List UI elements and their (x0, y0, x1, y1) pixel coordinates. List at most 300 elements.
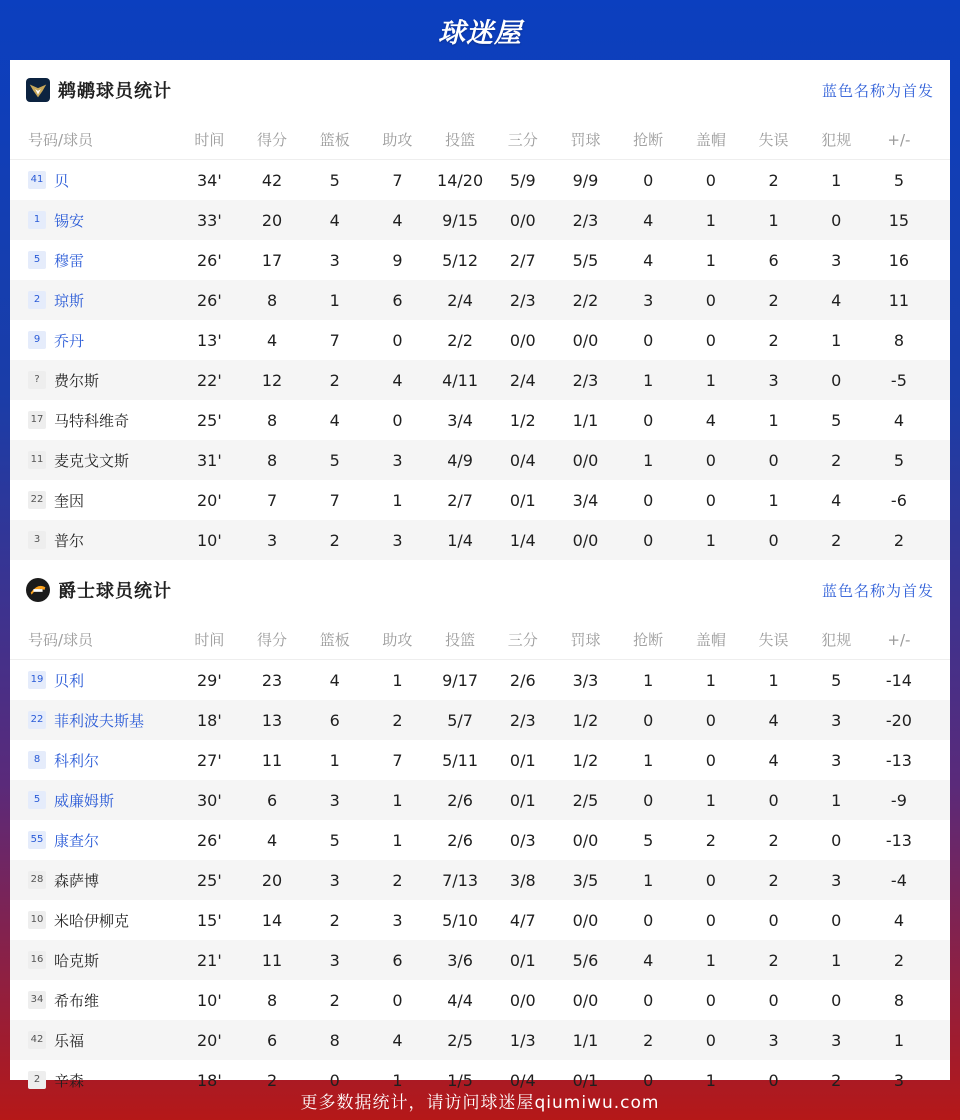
stat-pf: 0 (831, 830, 842, 850)
player-name[interactable]: 锡安 (54, 211, 85, 230)
player-name[interactable]: 科利尔 (54, 751, 100, 770)
stat-ast: 1 (392, 490, 403, 510)
player-name[interactable]: 菲利波夫斯基 (54, 711, 145, 730)
player-name[interactable]: 乔丹 (54, 331, 85, 350)
stat-min: 15' (196, 910, 222, 930)
stat-min: 25' (196, 870, 222, 890)
player-name[interactable]: 穆雷 (54, 251, 85, 270)
table-row (10, 360, 950, 400)
stat-pm: -9 (890, 790, 907, 810)
stat-tov: 6 (768, 250, 779, 270)
stat-ast: 0 (392, 990, 403, 1010)
stat-tov: 3 (768, 1030, 779, 1050)
stat-tov: 0 (768, 910, 779, 930)
col-min: 时间 (194, 631, 225, 649)
col-reb: 篮板 (319, 631, 350, 649)
player-cell (10, 910, 178, 931)
stat-reb: 3 (329, 790, 340, 810)
stat-reb: 3 (329, 870, 340, 890)
stat-tp: 0/1 (509, 790, 536, 810)
player-cell (10, 290, 178, 311)
stat-blk: 0 (705, 330, 716, 350)
stat-tov: 2 (768, 830, 779, 850)
stat-reb: 7 (329, 330, 340, 350)
player-rows (10, 160, 950, 560)
stat-blk: 0 (705, 910, 716, 930)
jersey-number: 5 (28, 251, 46, 269)
player-name[interactable]: 奎因 (54, 491, 85, 510)
jersey-number: 3 (28, 531, 46, 549)
stat-ft: 3/5 (572, 870, 599, 890)
stat-pm: -14 (885, 670, 912, 690)
table-row (10, 280, 950, 320)
stat-tp: 0/4 (509, 450, 536, 470)
stat-pm: 15 (888, 210, 910, 230)
stat-pf: 1 (831, 790, 842, 810)
stat-reb: 4 (329, 410, 340, 430)
stat-fg: 7/13 (442, 870, 479, 890)
stat-pm: -13 (885, 750, 912, 770)
jersey-number: 8 (28, 751, 46, 769)
stat-pts: 4 (266, 830, 278, 850)
table-row (10, 400, 950, 440)
stat-fg: 3/6 (447, 950, 473, 970)
stat-tp: 0/1 (509, 490, 536, 510)
stat-ast: 1 (392, 670, 403, 690)
stat-stl: 1 (643, 670, 654, 690)
jersey-number: 42 (28, 1031, 46, 1049)
player-cell (10, 950, 178, 971)
stat-pm: 11 (888, 290, 910, 310)
stat-stl: 0 (643, 910, 654, 930)
stat-tp: 0/0 (509, 330, 536, 350)
team-section-pelicans (10, 60, 950, 560)
stat-pf: 2 (831, 450, 842, 470)
table-row (10, 660, 950, 700)
stat-pm: 5 (893, 450, 904, 470)
col-blk: 盖帽 (695, 131, 726, 149)
stat-reb: 2 (329, 910, 340, 930)
stat-pts: 6 (266, 790, 278, 810)
stat-pf: 0 (831, 990, 842, 1010)
section-header (10, 60, 950, 120)
stat-pts: 13 (261, 710, 283, 730)
jersey-number: 2 (28, 1071, 46, 1089)
stat-reb: 1 (329, 750, 340, 770)
stat-fg: 4/4 (447, 990, 473, 1010)
player-cell (10, 1030, 178, 1051)
stat-ft: 5/5 (572, 250, 599, 270)
stat-tov: 0 (768, 990, 779, 1010)
stat-tov: 1 (768, 210, 779, 230)
stat-ft: 9/9 (572, 170, 599, 190)
player-cell (10, 830, 178, 851)
stat-stl: 4 (643, 210, 654, 230)
stat-tp: 2/4 (509, 370, 536, 390)
jersey-number: 41 (28, 171, 46, 189)
player-cell (10, 370, 178, 391)
table-row (10, 940, 950, 980)
stat-pf: 2 (831, 530, 842, 550)
stat-pts: 23 (261, 670, 283, 690)
stat-stl: 1 (643, 450, 654, 470)
col-min: 时间 (194, 131, 225, 149)
table-row (10, 160, 950, 200)
col-tov: 失误 (758, 631, 789, 649)
player-name[interactable]: 普尔 (54, 531, 85, 550)
stat-ast: 4 (392, 370, 403, 390)
stat-fg: 1/5 (447, 1070, 473, 1090)
col-pts: 得分 (257, 131, 288, 149)
stat-pf: 3 (831, 1030, 842, 1050)
stat-tov: 2 (768, 170, 779, 190)
stat-ft: 2/2 (572, 290, 599, 310)
stat-fg: 2/6 (447, 790, 473, 810)
stat-fg: 9/15 (442, 210, 479, 230)
player-cell (10, 410, 178, 431)
jersey-number: ? (28, 371, 46, 389)
stat-tp: 0/4 (509, 1070, 536, 1090)
col-ast: 助攻 (382, 631, 413, 649)
table-row (10, 980, 950, 1020)
stat-pm: 2 (893, 950, 904, 970)
stat-ast: 2 (392, 710, 403, 730)
stat-blk: 0 (705, 1030, 716, 1050)
stat-min: 18' (196, 710, 222, 730)
stat-ast: 4 (392, 210, 403, 230)
stat-pts: 8 (266, 290, 278, 310)
stat-reb: 2 (329, 530, 340, 550)
table-row (10, 440, 950, 480)
stat-pm: -5 (890, 370, 907, 390)
stat-tp: 2/3 (509, 710, 536, 730)
player-name[interactable]: 贝利 (54, 671, 85, 690)
player-name[interactable]: 乐福 (54, 1031, 85, 1050)
stat-fg: 2/2 (447, 330, 473, 350)
stat-fg: 3/4 (447, 410, 473, 430)
stat-pf: 5 (831, 410, 842, 430)
stat-blk: 2 (705, 830, 716, 850)
stat-blk: 0 (705, 870, 716, 890)
stat-blk: 0 (705, 710, 716, 730)
stat-ft: 0/0 (572, 830, 599, 850)
col-fg: 投篮 (445, 631, 476, 649)
stat-ft: 0/1 (572, 1070, 599, 1090)
col-pts: 得分 (257, 631, 288, 649)
stat-stl: 5 (643, 830, 654, 850)
player-name[interactable]: 辛森 (54, 1071, 85, 1090)
stat-tov: 3 (768, 370, 779, 390)
stat-min: 30' (196, 790, 222, 810)
col-stl: 抢断 (633, 131, 664, 149)
stat-stl: 0 (643, 790, 654, 810)
stat-blk: 0 (705, 490, 716, 510)
col-pf: 犯规 (821, 631, 852, 649)
jersey-number: 22 (28, 491, 46, 509)
stat-stl: 3 (643, 290, 654, 310)
stat-pf: 3 (831, 250, 842, 270)
stat-pts: 6 (266, 1030, 278, 1050)
stat-fg: 9/17 (442, 670, 479, 690)
stat-pts: 11 (261, 950, 283, 970)
jersey-number: 34 (28, 991, 46, 1009)
jersey-number: 17 (28, 411, 46, 429)
stat-ast: 3 (392, 910, 403, 930)
stat-pts: 7 (266, 490, 278, 510)
table-row (10, 860, 950, 900)
jersey-number: 10 (28, 911, 46, 929)
stat-reb: 1 (329, 290, 340, 310)
table-row (10, 1020, 950, 1060)
brand-logo: 球迷屋 (438, 17, 522, 49)
player-name[interactable]: 费尔斯 (54, 371, 100, 390)
jersey-number: 22 (28, 711, 46, 729)
jersey-number: 28 (28, 871, 46, 889)
stat-pm: 3 (893, 1070, 904, 1090)
player-name[interactable]: 康查尔 (54, 831, 100, 850)
col-pf: 犯规 (821, 131, 852, 149)
player-name[interactable]: 希布维 (54, 991, 100, 1010)
jersey-number: 2 (28, 291, 46, 309)
player-cell (10, 210, 178, 231)
table-row (10, 200, 950, 240)
stat-ast: 2 (392, 870, 403, 890)
stat-min: 20' (196, 1030, 222, 1050)
stat-pm: 8 (893, 330, 904, 350)
col-ast: 助攻 (382, 131, 413, 149)
stat-stl: 0 (643, 990, 654, 1010)
stat-tp: 0/1 (509, 950, 536, 970)
player-name[interactable]: 哈克斯 (54, 951, 100, 970)
stat-tp: 4/7 (509, 910, 536, 930)
stat-tp: 3/8 (509, 870, 536, 890)
stat-ft: 1/1 (572, 1030, 599, 1050)
stat-stl: 2 (643, 1030, 654, 1050)
stat-blk: 1 (705, 950, 716, 970)
stat-ft: 0/0 (572, 450, 599, 470)
stat-ast: 1 (392, 1070, 403, 1090)
player-name[interactable]: 琼斯 (54, 291, 85, 310)
stat-min: 25' (196, 410, 222, 430)
stat-tp: 0/3 (509, 830, 536, 850)
stat-pts: 2 (266, 1070, 278, 1090)
stat-ft: 2/3 (572, 210, 599, 230)
stat-stl: 0 (643, 710, 654, 730)
stat-pm: 16 (888, 250, 910, 270)
stat-min: 31' (196, 450, 222, 470)
stat-fg: 2/5 (447, 1030, 473, 1050)
stat-ft: 3/3 (572, 670, 599, 690)
jersey-number: 55 (28, 831, 46, 849)
stat-min: 20' (196, 490, 222, 510)
stat-blk: 0 (705, 450, 716, 470)
stat-ast: 1 (392, 830, 403, 850)
stat-pm: 1 (893, 1030, 904, 1050)
stat-blk: 1 (705, 370, 716, 390)
table-header (10, 120, 950, 160)
stat-tov: 2 (768, 950, 779, 970)
stat-ft: 1/2 (572, 750, 599, 770)
stat-pm: -20 (885, 710, 912, 730)
stat-pf: 5 (831, 670, 842, 690)
stat-reb: 0 (329, 1070, 340, 1090)
stat-ft: 2/5 (572, 790, 599, 810)
stat-tp: 0/0 (509, 210, 536, 230)
col-ft: 罚球 (570, 131, 601, 149)
stat-reb: 4 (329, 210, 340, 230)
player-name[interactable]: 麦克戈文斯 (54, 451, 130, 470)
table-header (10, 620, 950, 660)
player-name[interactable]: 贝 (54, 171, 70, 190)
stat-reb: 4 (329, 670, 340, 690)
stat-ast: 9 (392, 250, 403, 270)
stat-tp: 1/3 (509, 1030, 536, 1050)
stat-pf: 3 (831, 750, 842, 770)
stat-ast: 4 (392, 1030, 403, 1050)
stat-min: 26' (196, 250, 222, 270)
table-row (10, 740, 950, 780)
stat-reb: 6 (329, 710, 340, 730)
stat-fg: 5/7 (447, 710, 473, 730)
stat-pts: 3 (266, 530, 278, 550)
col-blk: 盖帽 (695, 631, 726, 649)
stat-blk: 0 (705, 290, 716, 310)
col-fg: 投篮 (445, 131, 476, 149)
stat-tov: 1 (768, 670, 779, 690)
player-name[interactable]: 马特科维奇 (54, 411, 130, 430)
stat-blk: 0 (705, 990, 716, 1010)
jersey-number: 5 (28, 791, 46, 809)
stat-blk: 1 (705, 670, 716, 690)
stat-pts: 20 (261, 210, 283, 230)
stat-min: 26' (196, 290, 222, 310)
stat-ast: 1 (392, 790, 403, 810)
player-cell (10, 870, 178, 891)
jersey-number: 16 (28, 951, 46, 969)
stat-tp: 2/3 (509, 290, 536, 310)
col-player: 号码/球员 (28, 631, 94, 649)
stat-tov: 1 (768, 490, 779, 510)
stat-reb: 8 (329, 1030, 340, 1050)
player-name[interactable]: 威廉姆斯 (54, 791, 115, 810)
stat-min: 26' (196, 830, 222, 850)
stat-pf: 1 (831, 330, 842, 350)
stat-min: 10' (196, 990, 222, 1010)
stat-tov: 0 (768, 790, 779, 810)
stat-fg: 2/6 (447, 830, 473, 850)
stat-ast: 0 (392, 410, 403, 430)
stat-reb: 3 (329, 250, 340, 270)
stat-pf: 3 (831, 870, 842, 890)
jersey-number: 9 (28, 331, 46, 349)
stat-tov: 0 (768, 530, 779, 550)
stat-fg: 5/11 (442, 750, 479, 770)
stat-reb: 2 (329, 990, 340, 1010)
stat-pf: 2 (831, 1070, 842, 1090)
section-header (10, 560, 950, 620)
stat-pf: 0 (831, 370, 842, 390)
table-row (10, 820, 950, 860)
col-tov: 失误 (758, 131, 789, 149)
stat-reb: 7 (329, 490, 340, 510)
stat-min: 21' (196, 950, 222, 970)
stat-pts: 20 (261, 870, 283, 890)
stat-ft: 5/6 (572, 950, 599, 970)
stat-stl: 0 (643, 170, 654, 190)
stat-pts: 42 (261, 170, 283, 190)
stat-ast: 0 (392, 330, 403, 350)
jersey-number: 1 (28, 211, 46, 229)
stat-pf: 4 (831, 490, 842, 510)
stat-pm: 5 (893, 170, 904, 190)
stat-tov: 4 (768, 750, 779, 770)
stat-fg: 5/10 (442, 910, 479, 930)
player-cell (10, 450, 178, 471)
player-cell (10, 170, 178, 191)
table-row (10, 900, 950, 940)
stat-stl: 0 (643, 1070, 654, 1090)
player-cell (10, 490, 178, 511)
stat-ft: 0/0 (572, 910, 599, 930)
table-row (10, 780, 950, 820)
player-name[interactable]: 森萨博 (54, 871, 100, 890)
jersey-number: 11 (28, 451, 46, 469)
stat-pts: 12 (261, 370, 283, 390)
stat-tp: 2/6 (509, 670, 536, 690)
player-cell (10, 710, 178, 731)
col-tp: 三分 (507, 131, 538, 149)
stat-min: 18' (196, 1070, 222, 1090)
team-section-jazz (10, 560, 950, 1100)
stat-pts: 17 (261, 250, 283, 270)
stat-min: 27' (196, 750, 222, 770)
stat-reb: 5 (329, 450, 340, 470)
stat-pm: -6 (890, 490, 907, 510)
stat-pf: 1 (831, 170, 842, 190)
player-name[interactable]: 米哈伊柳克 (54, 911, 130, 930)
col-pm: +/- (887, 630, 911, 649)
stat-min: 34' (196, 170, 222, 190)
col-pm: +/- (887, 130, 911, 149)
stat-pf: 0 (831, 910, 842, 930)
stat-ast: 3 (392, 530, 403, 550)
section-title: 鹈鹕球员统计 (58, 81, 172, 102)
stat-tov: 2 (768, 330, 779, 350)
stat-pf: 0 (831, 210, 842, 230)
stat-reb: 2 (329, 370, 340, 390)
stat-tov: 0 (768, 1070, 779, 1090)
stat-tp: 1/4 (509, 530, 536, 550)
stat-tov: 1 (768, 410, 779, 430)
stat-ast: 7 (392, 750, 403, 770)
stat-stl: 1 (643, 370, 654, 390)
stat-blk: 0 (705, 170, 716, 190)
stat-pm: 4 (893, 410, 904, 430)
stat-pm: -13 (885, 830, 912, 850)
stat-blk: 4 (705, 410, 716, 430)
stat-fg: 1/4 (447, 530, 473, 550)
stat-ast: 6 (392, 290, 403, 310)
stat-pts: 11 (261, 750, 283, 770)
stat-ft: 0/0 (572, 330, 599, 350)
player-cell (10, 250, 178, 271)
table-row (10, 700, 950, 740)
stat-pts: 8 (266, 990, 278, 1010)
stat-blk: 1 (705, 1070, 716, 1090)
stat-reb: 3 (329, 950, 340, 970)
stat-pf: 1 (831, 950, 842, 970)
stat-stl: 0 (643, 490, 654, 510)
